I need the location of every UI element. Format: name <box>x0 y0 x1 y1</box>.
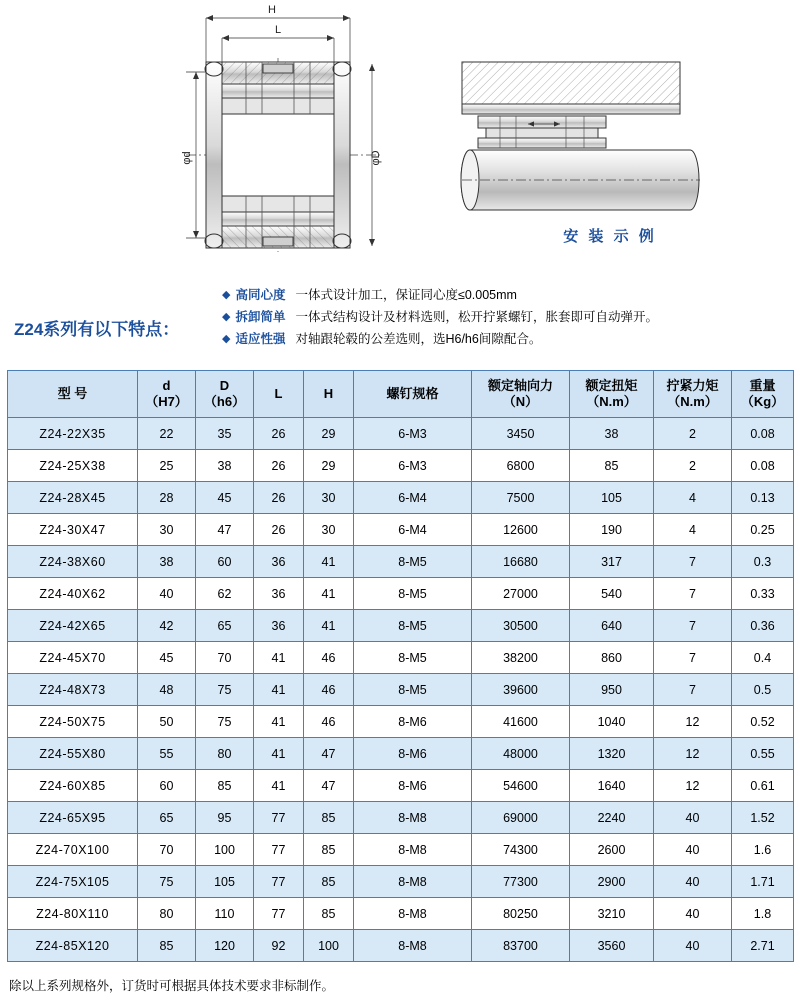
cell-value: 4 <box>654 514 732 546</box>
cell-value: 8-M6 <box>354 770 472 802</box>
cell-value: 100 <box>196 834 254 866</box>
col-header-D <box>196 371 254 418</box>
cell-model: Z24-60X85 <box>8 770 138 802</box>
cell-value: 41 <box>254 770 304 802</box>
cell-value: 6-M4 <box>354 482 472 514</box>
cell-value: 0.55 <box>732 738 794 770</box>
cell-value: 6-M4 <box>354 514 472 546</box>
cell-value: 36 <box>254 546 304 578</box>
header-line1: 型 号 <box>57 386 88 401</box>
header-line2: （h6） <box>203 394 246 409</box>
cell-value: 3450 <box>472 418 570 450</box>
features-section <box>0 275 800 370</box>
cell-value: 41 <box>254 738 304 770</box>
cell-value: 41600 <box>472 706 570 738</box>
cell-value: 7 <box>654 674 732 706</box>
cell-value: 75 <box>138 866 196 898</box>
cell-model: Z24-70X100 <box>8 834 138 866</box>
cell-value: 1320 <box>570 738 654 770</box>
cell-value: 27000 <box>472 578 570 610</box>
cell-value: 45 <box>138 642 196 674</box>
header-line1: 螺钉规格 <box>386 386 439 401</box>
cell-value: 38200 <box>472 642 570 674</box>
header-line2: （N.m） <box>586 394 637 409</box>
cell-value: 0.08 <box>732 418 794 450</box>
cell-value: 47 <box>304 738 354 770</box>
cell-value: 860 <box>570 642 654 674</box>
cell-value: 8-M8 <box>354 802 472 834</box>
cell-value: 62 <box>196 578 254 610</box>
cell-value: 30500 <box>472 610 570 642</box>
cell-value: 2240 <box>570 802 654 834</box>
cell-value: 2900 <box>570 866 654 898</box>
header-line1: H <box>323 386 334 401</box>
header-line1: D <box>219 378 230 393</box>
cell-value: 85 <box>304 834 354 866</box>
col-header-torque <box>570 371 654 418</box>
cell-value: 80 <box>196 738 254 770</box>
table-row <box>8 450 794 482</box>
cell-value: 77 <box>254 802 304 834</box>
cell-value: 30 <box>138 514 196 546</box>
cell-value: 2 <box>654 418 732 450</box>
cell-value: 48 <box>138 674 196 706</box>
table-row <box>8 738 794 770</box>
cell-value: 12600 <box>472 514 570 546</box>
svg-text:H: H <box>268 4 276 16</box>
cell-value: 75 <box>196 674 254 706</box>
cell-value: 39600 <box>472 674 570 706</box>
cell-value: 8-M5 <box>354 642 472 674</box>
feature-name: 高同心度 <box>235 288 286 302</box>
cell-value: 0.52 <box>732 706 794 738</box>
cell-value: 46 <box>304 706 354 738</box>
table-row <box>8 706 794 738</box>
header-line2: （H7） <box>145 394 188 409</box>
table-body <box>8 418 794 962</box>
cell-value: 46 <box>304 642 354 674</box>
cell-value: 95 <box>196 802 254 834</box>
cell-model: Z24-85X120 <box>8 930 138 962</box>
installation-example-label: 安 装 示 例 <box>563 228 657 245</box>
feature-name: 拆卸简单 <box>235 310 286 324</box>
cell-value: 92 <box>254 930 304 962</box>
cell-value: 80 <box>138 898 196 930</box>
cell-value: 29 <box>304 450 354 482</box>
cell-value: 7 <box>654 546 732 578</box>
footnote: 除以上系列规格外，订货时可根据具体技术要求非标制作。 <box>9 979 335 993</box>
cell-value: 26 <box>254 450 304 482</box>
col-header-axial-force <box>472 371 570 418</box>
cell-model: Z24-50X75 <box>8 706 138 738</box>
cell-value: 8-M8 <box>354 834 472 866</box>
cell-value: 8-M8 <box>354 930 472 962</box>
cell-value: 2 <box>654 450 732 482</box>
cell-model: Z24-22X35 <box>8 418 138 450</box>
cell-value: 41 <box>304 610 354 642</box>
table-row <box>8 802 794 834</box>
cell-value: 12 <box>654 770 732 802</box>
cell-value: 41 <box>304 546 354 578</box>
table-row <box>8 866 794 898</box>
cell-value: 1640 <box>570 770 654 802</box>
svg-text:φd: φd <box>181 151 193 165</box>
cell-value: 7500 <box>472 482 570 514</box>
specification-table <box>7 370 794 962</box>
table-header-row <box>8 371 794 418</box>
cell-value: 40 <box>138 578 196 610</box>
cell-value: 6-M3 <box>354 418 472 450</box>
cell-value: 85 <box>304 866 354 898</box>
cell-value: 77 <box>254 898 304 930</box>
table-row <box>8 834 794 866</box>
col-header-L <box>254 371 304 418</box>
cell-value: 26 <box>254 514 304 546</box>
cell-value: 40 <box>654 930 732 962</box>
cell-model: Z24-42X65 <box>8 610 138 642</box>
cell-value: 70 <box>138 834 196 866</box>
cell-value: 55 <box>138 738 196 770</box>
cell-value: 83700 <box>472 930 570 962</box>
cell-value: 110 <box>196 898 254 930</box>
header-line2: （N.m） <box>667 394 718 409</box>
cell-value: 30 <box>304 514 354 546</box>
table-row <box>8 674 794 706</box>
feature-item <box>222 309 797 326</box>
cell-value: 6800 <box>472 450 570 482</box>
cell-value: 6-M3 <box>354 450 472 482</box>
cell-value: 0.4 <box>732 642 794 674</box>
cell-value: 7 <box>654 642 732 674</box>
col-header-screw-spec <box>354 371 472 418</box>
cell-value: 85 <box>138 930 196 962</box>
cell-model: Z24-45X70 <box>8 642 138 674</box>
cell-value: 47 <box>304 770 354 802</box>
cell-model: Z24-55X80 <box>8 738 138 770</box>
cell-value: 540 <box>570 578 654 610</box>
table-row <box>8 898 794 930</box>
feature-text: 对轴跟轮毂的公差选则，选H6/h6间隙配合。 <box>295 332 542 346</box>
cell-value: 45 <box>196 482 254 514</box>
cell-value: 0.25 <box>732 514 794 546</box>
cell-value: 60 <box>196 546 254 578</box>
col-header-d <box>138 371 196 418</box>
diamond-bullet-icon: ◆ <box>222 311 231 323</box>
cell-value: 85 <box>304 898 354 930</box>
features-list <box>222 287 797 353</box>
table-row <box>8 642 794 674</box>
cell-value: 2.71 <box>732 930 794 962</box>
cell-value: 48000 <box>472 738 570 770</box>
cell-model: Z24-75X105 <box>8 866 138 898</box>
cell-value: 105 <box>196 866 254 898</box>
cell-value: 60 <box>138 770 196 802</box>
cell-value: 190 <box>570 514 654 546</box>
cell-value: 85 <box>196 770 254 802</box>
cell-value: 74300 <box>472 834 570 866</box>
cell-value: 26 <box>254 418 304 450</box>
cell-value: 69000 <box>472 802 570 834</box>
cell-value: 40 <box>654 802 732 834</box>
table-row <box>8 578 794 610</box>
cell-value: 70 <box>196 642 254 674</box>
table-row <box>8 514 794 546</box>
diamond-bullet-icon: ◆ <box>222 333 231 345</box>
technical-drawing <box>0 0 800 275</box>
cell-value: 0.13 <box>732 482 794 514</box>
cell-value: 8-M6 <box>354 706 472 738</box>
cell-value: 42 <box>138 610 196 642</box>
cell-value: 0.5 <box>732 674 794 706</box>
cell-value: 47 <box>196 514 254 546</box>
cell-value: 12 <box>654 738 732 770</box>
cell-value: 77 <box>254 834 304 866</box>
cell-value: 36 <box>254 610 304 642</box>
cell-value: 30 <box>304 482 354 514</box>
cell-value: 8-M6 <box>354 738 472 770</box>
cell-value: 40 <box>654 834 732 866</box>
cell-value: 65 <box>196 610 254 642</box>
cell-value: 25 <box>138 450 196 482</box>
cell-value: 40 <box>654 898 732 930</box>
diamond-bullet-icon: ◆ <box>222 289 231 301</box>
cell-value: 1.52 <box>732 802 794 834</box>
cell-value: 54600 <box>472 770 570 802</box>
table-row <box>8 770 794 802</box>
feature-text: 一体式设计加工，保证同心度≤0.005mm <box>295 288 517 302</box>
cell-value: 8-M5 <box>354 578 472 610</box>
feature-item <box>222 287 797 304</box>
col-header-tighten-torque <box>654 371 732 418</box>
cell-value: 41 <box>254 706 304 738</box>
svg-text:φD: φD <box>370 150 382 166</box>
cell-value: 1.71 <box>732 866 794 898</box>
cell-model: Z24-48X73 <box>8 674 138 706</box>
header-line1: d <box>162 378 171 393</box>
cell-value: 0.36 <box>732 610 794 642</box>
cell-value: 0.3 <box>732 546 794 578</box>
header-line1: 额定扭矩 <box>585 378 638 393</box>
cell-model: Z24-25X38 <box>8 450 138 482</box>
cell-value: 85 <box>570 450 654 482</box>
cell-value: 38 <box>138 546 196 578</box>
table-row <box>8 610 794 642</box>
cell-value: 26 <box>254 482 304 514</box>
cell-value: 16680 <box>472 546 570 578</box>
col-header-weight <box>732 371 794 418</box>
cell-value: 38 <box>196 450 254 482</box>
cell-value: 1040 <box>570 706 654 738</box>
cell-value: 29 <box>304 418 354 450</box>
cell-value: 80250 <box>472 898 570 930</box>
cell-value: 77 <box>254 866 304 898</box>
cell-value: 8-M5 <box>354 674 472 706</box>
cell-value: 65 <box>138 802 196 834</box>
cell-model: Z24-80X110 <box>8 898 138 930</box>
cell-value: 7 <box>654 610 732 642</box>
cell-value: 41 <box>254 674 304 706</box>
cell-value: 640 <box>570 610 654 642</box>
cell-value: 8-M8 <box>354 898 472 930</box>
cell-value: 950 <box>570 674 654 706</box>
header-line1: L <box>274 386 283 401</box>
cell-value: 77300 <box>472 866 570 898</box>
cell-value: 50 <box>138 706 196 738</box>
table-row <box>8 546 794 578</box>
cell-value: 28 <box>138 482 196 514</box>
col-header-model <box>8 371 138 418</box>
cell-value: 8-M8 <box>354 866 472 898</box>
cell-value: 317 <box>570 546 654 578</box>
header-line1: 重量（Kg） <box>740 378 785 409</box>
cell-value: 4 <box>654 482 732 514</box>
cell-value: 35 <box>196 418 254 450</box>
features-title: Z24系列有以下特点： <box>14 320 180 339</box>
cell-value: 0.61 <box>732 770 794 802</box>
svg-text:L: L <box>274 24 282 36</box>
header-line2: （N） <box>502 394 539 409</box>
cell-value: 8-M5 <box>354 610 472 642</box>
cell-value: 41 <box>254 642 304 674</box>
cell-value: 38 <box>570 418 654 450</box>
cell-value: 100 <box>304 930 354 962</box>
table-row <box>8 930 794 962</box>
cell-value: 0.33 <box>732 578 794 610</box>
cell-value: 41 <box>304 578 354 610</box>
cell-value: 22 <box>138 418 196 450</box>
cell-model: Z24-65X95 <box>8 802 138 834</box>
header-line1: 额定轴向力 <box>487 378 553 393</box>
feature-item <box>222 331 797 348</box>
cell-model: Z24-30X47 <box>8 514 138 546</box>
cell-value: 1.6 <box>732 834 794 866</box>
header-line1: 拧紧力矩 <box>666 378 719 393</box>
cell-model: Z24-40X62 <box>8 578 138 610</box>
feature-name: 适应性强 <box>235 332 286 346</box>
cell-value: 8-M5 <box>354 546 472 578</box>
cell-value: 3210 <box>570 898 654 930</box>
cell-value: 36 <box>254 578 304 610</box>
cell-value: 46 <box>304 674 354 706</box>
cell-model: Z24-38X60 <box>8 546 138 578</box>
feature-text: 一体式结构设计及材料选则，松开拧紧螺钉，胀套即可自动弹开。 <box>295 310 658 324</box>
cell-value: 120 <box>196 930 254 962</box>
cell-value: 12 <box>654 706 732 738</box>
cell-value: 105 <box>570 482 654 514</box>
cell-value: 0.08 <box>732 450 794 482</box>
table-row <box>8 418 794 450</box>
table-row <box>8 482 794 514</box>
cell-model: Z24-28X45 <box>8 482 138 514</box>
cell-value: 3560 <box>570 930 654 962</box>
cell-value: 40 <box>654 866 732 898</box>
cell-value: 2600 <box>570 834 654 866</box>
cell-value: 1.8 <box>732 898 794 930</box>
col-header-H <box>304 371 354 418</box>
cell-value: 75 <box>196 706 254 738</box>
cell-value: 7 <box>654 578 732 610</box>
cell-value: 85 <box>304 802 354 834</box>
